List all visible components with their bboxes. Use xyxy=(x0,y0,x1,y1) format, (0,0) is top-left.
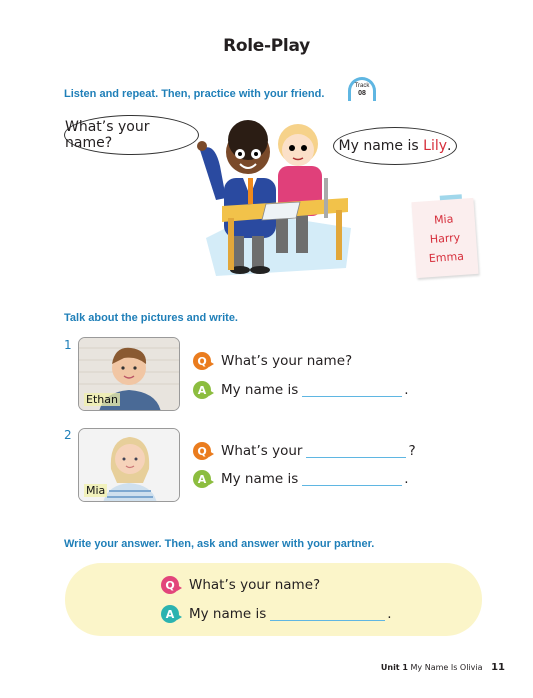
bubble-left-text: What’s your name? xyxy=(65,119,150,151)
bubble-right-suffix: . xyxy=(447,138,452,154)
item1-question-row xyxy=(193,352,352,370)
item2-answer-blank[interactable] xyxy=(302,472,402,486)
item1-answer-suffix: . xyxy=(404,382,409,398)
footer-unit-title: My Name Is Olivia xyxy=(410,663,483,672)
name-note xyxy=(411,198,478,278)
track-label: Track xyxy=(354,83,370,89)
photo-ethan xyxy=(78,337,180,411)
note-name-2: Harry xyxy=(429,230,461,247)
track-badge[interactable] xyxy=(348,77,376,101)
answer-badge-icon: A xyxy=(193,381,211,399)
item1-answer-blank[interactable] xyxy=(302,383,402,397)
answer-badge-icon: A xyxy=(161,605,179,623)
answer-badge-icon: A xyxy=(193,470,211,488)
page-footer xyxy=(381,662,505,673)
final-answer-suffix: . xyxy=(387,606,392,622)
item1-answer-row xyxy=(193,381,409,399)
item1-question: What’s your name? xyxy=(221,353,353,369)
item1-answer-prefix: My name is xyxy=(221,382,299,398)
note-name-3: Emma xyxy=(428,249,465,266)
question-badge-icon: Q xyxy=(161,576,179,594)
photo-mia xyxy=(78,428,180,502)
question-badge-icon: Q xyxy=(193,442,211,460)
item-number-1: 1 xyxy=(64,338,72,352)
item2-question-prefix: What’s your xyxy=(221,443,303,459)
kids-illustration xyxy=(196,118,356,278)
bubble-right-prefix: My name is xyxy=(338,138,424,154)
track-number: 08 xyxy=(358,90,366,97)
photo-label-ethan: Ethan xyxy=(86,393,118,406)
final-answer-prefix: My name is xyxy=(189,606,267,622)
item2-question-suffix: ? xyxy=(408,443,416,459)
answer-box xyxy=(65,563,482,636)
item2-answer-suffix: . xyxy=(404,471,409,487)
photo-label-mia: Mia xyxy=(86,484,106,497)
section3-instruction: Write your answer. Then, ask and answer with your partner. xyxy=(64,538,375,550)
note-name-1: Mia xyxy=(433,212,454,227)
item2-question-blank[interactable] xyxy=(306,444,406,458)
bubble-right-name: Lily xyxy=(423,138,448,154)
section1-instruction: Listen and repeat. Then, practice with your friend. xyxy=(64,88,325,100)
section2-instruction: Talk about the pictures and write. xyxy=(64,312,238,324)
speech-bubble-left xyxy=(64,115,199,155)
footer-unit: Unit 1 xyxy=(380,663,408,672)
item-number-2: 2 xyxy=(64,428,72,442)
final-answer-blank[interactable] xyxy=(270,607,385,621)
page-number: 11 xyxy=(491,662,505,673)
final-answer-row xyxy=(161,605,392,623)
item2-answer-row xyxy=(193,470,409,488)
question-badge-icon: Q xyxy=(193,352,211,370)
final-question-row xyxy=(161,576,320,594)
item2-answer-prefix: My name is xyxy=(221,471,299,487)
item2-question-row xyxy=(193,442,416,460)
page-title: Role-Play xyxy=(223,36,310,56)
final-question: What’s your name? xyxy=(189,577,321,593)
